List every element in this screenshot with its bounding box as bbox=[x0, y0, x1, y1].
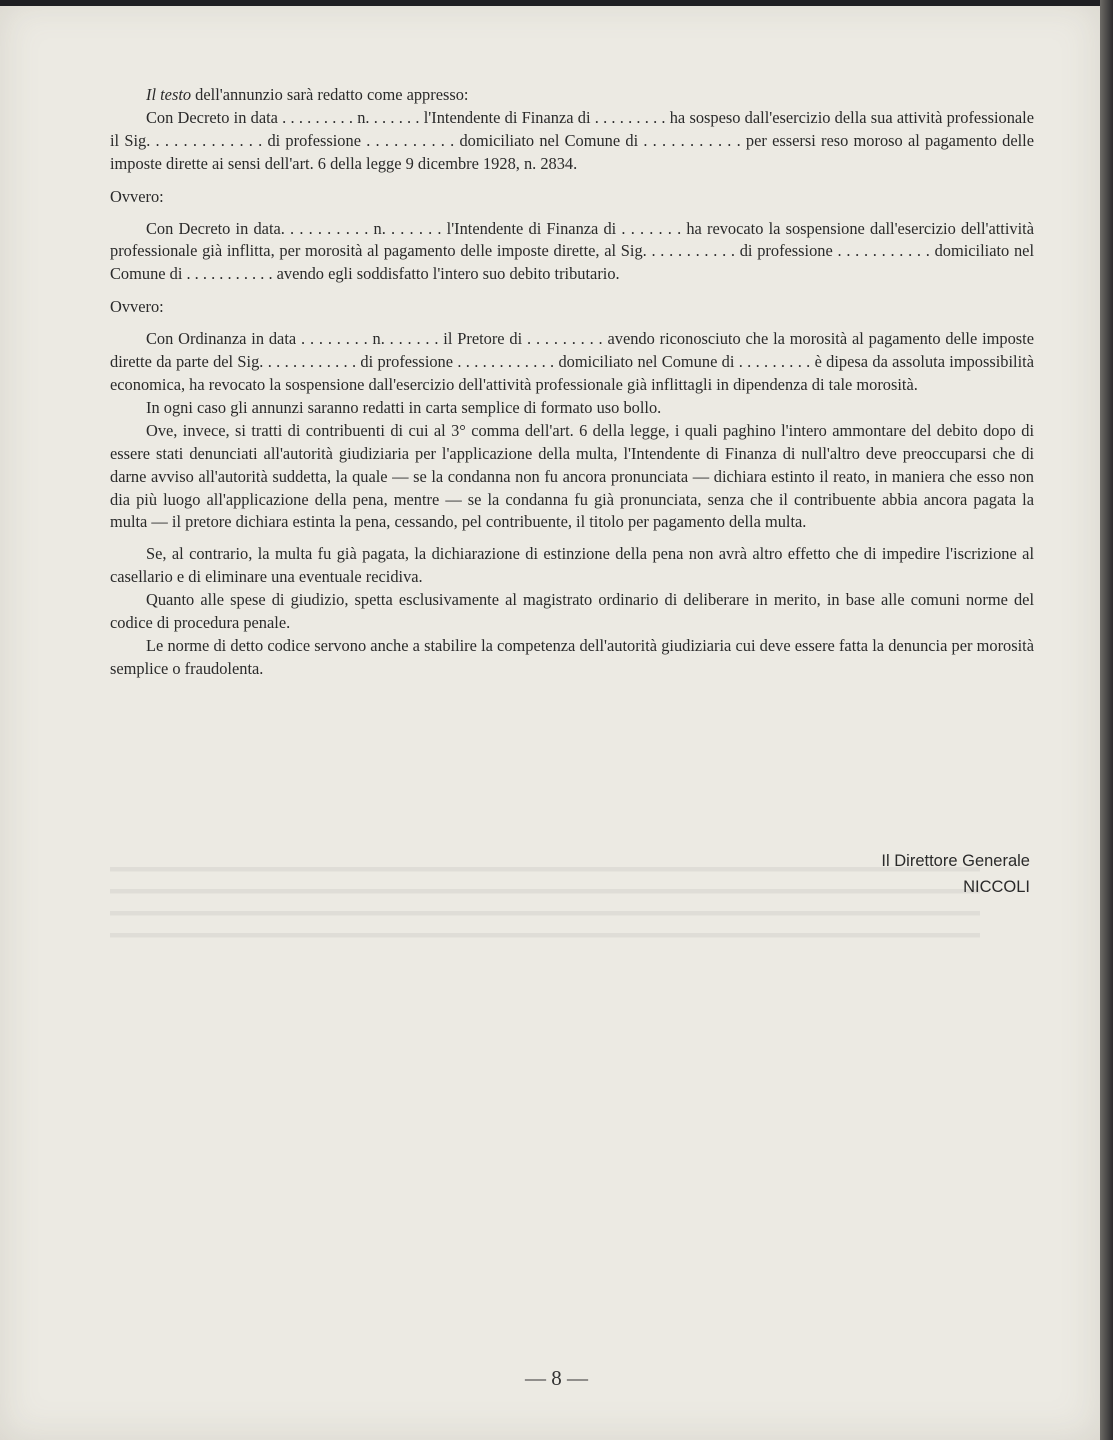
paragraph-code-norms: Le norme di detto codice servono anche a stabilire la competenza dell'autorità giudiziaria cui deve essere fatta la denuncia per morosità semplice o fraudolenta. bbox=[110, 635, 1034, 678]
signature-name: NICCOLI bbox=[963, 878, 1030, 896]
scan-right-edge bbox=[1100, 0, 1113, 1440]
intro-emphasis: Il testo bbox=[146, 85, 192, 104]
paragraph-paper-format: In ogni caso gli annunzi saranno redatti in carta semplice di formato uso bollo. bbox=[146, 397, 662, 417]
ovvero-label: Ovvero: bbox=[110, 186, 164, 206]
signature-title: Il Direttore Generale bbox=[881, 852, 1030, 870]
scan-top-edge bbox=[0, 0, 1113, 6]
ovvero-label: Ovvero: bbox=[110, 297, 164, 317]
page-number: — 8 — bbox=[525, 1366, 588, 1390]
document-body bbox=[110, 84, 1034, 681]
intro-text: dell'annunzio sarà redatto come appresso: bbox=[191, 85, 469, 104]
paragraph-ordinance: Con Ordinanza in data . . . . . . . . n. . . . . . . il Pretore di . . . . . . . . . avendo riconosciuto che la morosità al pagamento delle imposte dirette da parte del Sig. . . . . . . . . . . . di professione . . . . . . . . . . . . domiciliato nel Comune di . . . . . . . . . è dipesa da assoluta impossibilità economica, ha revocato la sospensione dall'esercizio dell'attività professionale già inflittagli in dipendenza di tale morosità. bbox=[110, 329, 1034, 394]
signature-block bbox=[881, 848, 1030, 900]
paragraph-decree-suspension: Con Decreto in data . . . . . . . . . n. . . . . . . l'Intendente di Finanza di . . . . . . . . . ha sospeso dall'esercizio della sua attività professionale il Sig. . . . . . . . . . . . . di professione . . . . . . . . . . domiciliato nel Comune di . . . . . . . . . . . per essersi reso moroso al pagamento delle imposte dirette ai sensi dell'art. 6 della legge 9 dicembre 1928, n. 2834. bbox=[110, 107, 1034, 173]
intro-line bbox=[110, 84, 1034, 107]
paragraph-court-costs: Quanto alle spese di giudizio, spetta esclusivamente al magistrato ordinario di deliberare in merito, in base alle comuni norme del codice di procedura penale. bbox=[110, 590, 1034, 633]
paragraph-fine-paid: Se, al contrario, la multa fu già pagata, la dichiarazione di estinzione della pena non avrà altro effetto che di impedire l'iscrizione al casellario e di eliminare una eventuale recidiva. bbox=[110, 544, 1034, 587]
bleed-through-text: ▬▬▬▬▬▬▬▬▬▬▬▬▬▬▬▬▬▬▬▬▬▬▬▬▬▬▬▬▬▬▬▬▬▬▬▬▬▬▬▬▬▬▬▬▬▬▬▬▬▬▬▬▬▬▬▬▬▬ ▬▬▬▬▬▬▬▬▬▬▬▬▬▬▬▬▬▬▬▬▬▬▬▬▬▬▬▬▬▬▬▬▬▬▬▬▬▬▬▬▬▬▬▬▬▬▬▬▬▬▬▬▬▬▬▬▬▬ ▬▬▬▬▬▬▬▬▬▬▬▬▬▬▬▬▬▬▬▬▬▬▬▬▬▬▬▬▬▬▬▬▬▬▬▬▬▬▬▬▬▬▬▬▬▬▬▬▬▬▬▬▬▬▬▬▬▬ ▬▬▬▬▬▬▬▬▬▬▬▬▬▬▬▬▬▬▬▬▬▬▬▬▬▬▬▬▬▬▬▬▬▬▬▬▬▬▬▬▬▬▬▬▬▬▬▬▬▬▬▬▬▬▬▬▬▬ bbox=[110, 863, 980, 945]
paragraph-decree-revocation: Con Decreto in data. . . . . . . . . . n. . . . . . . l'Intendente di Finanza di . . . . . . . ha revocato la sospensione dall'esercizio dell'attività professionale già inflitta, per morosità al pagamento delle imposte dirette, al Sig. . . . . . . . . . . di professione . . . . . . . . . . . domiciliato nel Comune di . . . . . . . . . . . avendo egli soddisfatto l'intero suo debito tributario. bbox=[110, 218, 1034, 284]
paragraph-contributors: Ove, invece, si tratti di contribuenti di cui al 3° comma dell'art. 6 della legge, i quali paghino l'intero ammontare del debito dopo di essere stati denunciati all'autorità giudiziaria per l'applicazione della multa, l'Intendente di Finanza di null'altro deve preoccuparsi che di darne avviso all'autorità suddetta, la quale — se la condanna non fu ancora pronunciata — dichiara estinto il reato, in maniera che esso non dia più luogo all'applicazione della pena, mentre — se la condanna fu già pronunciata, senza che il contribuente abbia ancora pagata la multa — il pretore dichiara estinta la pena, cessando, pel contribuente, il titolo per pagamento della multa. bbox=[110, 420, 1034, 532]
